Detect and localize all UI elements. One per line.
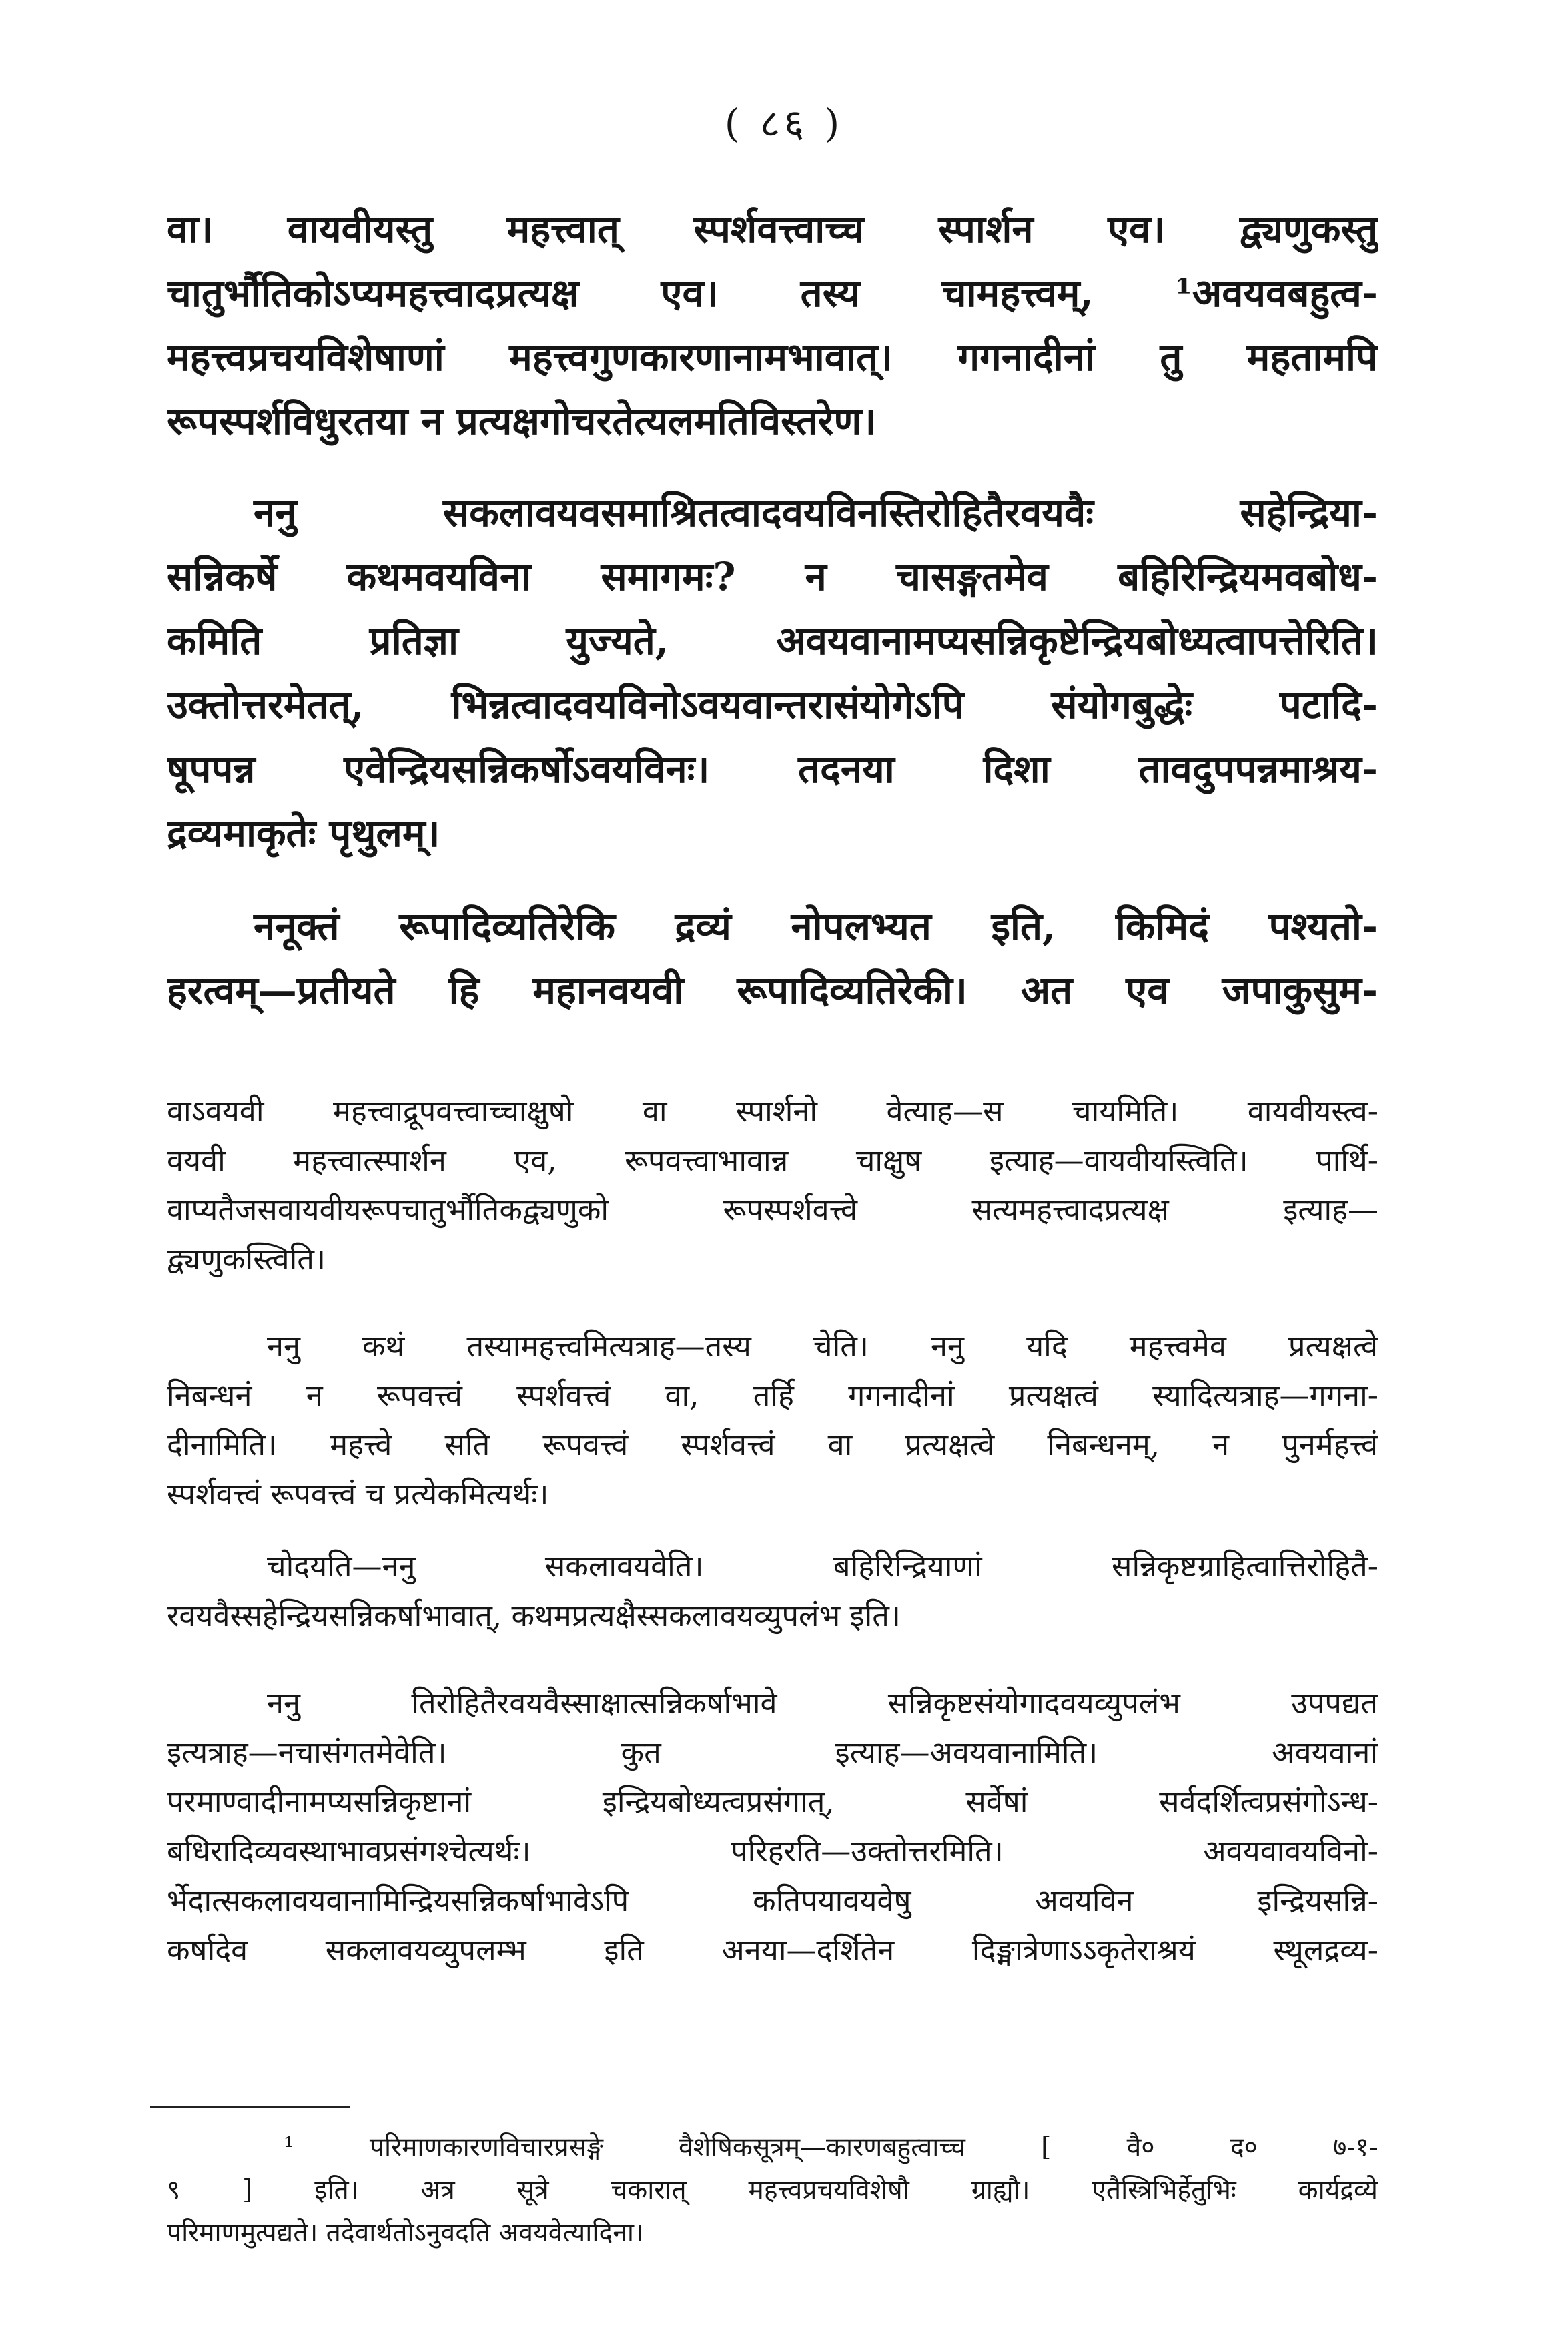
main-text-line: द्रव्यमाकृतेः पृथुलम्। [167,810,440,856]
main-text-line: षूपपन्न एवेन्द्रियसन्निकर्षोऽवयविनः। तदनया दिशा तावदुपपन्नमाश्रय- [167,746,1378,792]
footnote-line: ९ ] इति। अत्र सूत्रे चकारात् महत्त्वप्रचयविशेषौ ग्राह्यौ। एतैस्त्रिभिर्हेतुभिः कार्यद्रव्ये [167,2175,1378,2205]
main-text-line: सन्निकर्षे कथमवयविना समागमः? न चासङ्गतमेव बहिरिन्द्रियमवबोध- [167,554,1378,599]
commentary-line: ननु तिरोहितैरवयवैस्साक्षात्सन्निकर्षाभावे सन्निकृष्टसंयोगादवयव्युपलंभ उपपद्यत [267,1685,1378,1721]
footnote-divider [150,2106,350,2108]
main-text-line: रूपस्पर्शविधुरतया न प्रत्यक्षगोचरतेत्यलमतिविस्तरेण। [167,398,877,444]
main-text-line: हरत्वम्—प्रतीयते हि महानवयवी रूपादिव्यतिरेकी। अत एव जपाकुसुम- [167,968,1378,1013]
commentary-line: वाऽवयवी महत्त्वाद्रूपवत्त्वाच्चाक्षुषो वा स्पार्शनो वेत्याह—स चायमिति। वायवीयस्त्व- [167,1093,1378,1129]
commentary-line: कर्षादेव सकलावयव्युपलम्भ इति अनया—दर्शितेन दिङ्मात्रेणाऽऽकृतेराश्रयं स्थूलद्रव्य- [167,1932,1378,1968]
main-text-line: ननु सकलावयवसमाश्रितत्वादवयविनस्तिरोहितैरवयवैः सहेन्द्रिया- [254,490,1378,535]
commentary-line: ननु कथं तस्यामहत्त्वमित्यत्राह—तस्य चेति। ननु यदि महत्त्वमेव प्रत्यक्षत्वे [267,1328,1378,1364]
commentary-line: चोदयति—ननु सकलावयवेति। बहिरिन्द्रियाणां सन्निकृष्टग्राहित्वात्तिरोहितै- [267,1548,1378,1584]
commentary-line: परमाण्वादीनामप्यसन्निकृष्टानां इन्द्रियबोध्यत्वप्रसंगात्, सर्वेषां सर्वदर्शित्वप्रसंगोऽन्ध- [167,1784,1378,1819]
commentary-line: इत्यत्राह—नचासंगतमेवेति। कुत इत्याह—अवयवानामिति। अवयवानां [167,1735,1378,1770]
footnote-line: ¹ परिमाणकारणविचारप्रसङ्गे वैशेषिकसूत्रम्—कारणबहुत्वाच्च [ वै० द० ७-१- [284,2132,1378,2162]
main-text-line: ननूक्तं रूपादिव्यतिरेकि द्रव्यं नोपलभ्यत इति, किमिदं पश्यतो- [254,904,1378,949]
page-number: ( ८६ ) [724,101,844,146]
main-text-line: महत्त्वप्रचयविशेषाणां महत्त्वगुणकारणानामभावात्। गगनादीनां तु महतामपि [167,334,1378,380]
main-text-line: उक्तोत्तरमेतत्, भिन्नत्वादवयविनोऽवयवान्तरासंयोगेऽपि संयोगबुद्धेः पटादि- [167,682,1378,727]
commentary-line: द्व्यणुकस्त्विति। [167,1241,326,1277]
commentary-line: दीनामिति। महत्त्वे सति रूपवत्त्वं स्पर्शवत्त्वं वा प्रत्यक्षत्वे निबन्धनम्, न पुनर्महत्त्वं [167,1427,1378,1462]
footnote-line: परिमाणमुत्पद्यते। तदेवार्थतोऽनुवदति अवयवेत्यादिना। [167,2218,644,2248]
commentary-line: बधिरादिव्यवस्थाभावप्रसंगश्चेत्यर्थः। परिहरति—उक्तोत्तरमिति। अवयवावयविनो- [167,1833,1378,1869]
commentary-line: वयवी महत्त्वात्स्पार्शन एव, रूपवत्त्वाभावान्न चाक्षुष इत्याह—वायवीयस्त्विति। पार्थि- [167,1143,1378,1178]
main-text-line: चातुर्भौतिकोऽप्यमहत्त्वादप्रत्यक्ष एव। तस्य चामहत्त्वम्, ¹अवयवबहुत्व- [167,270,1378,316]
commentary-line: वाप्यतैजसवायवीयरूपचातुर्भौतिकद्व्यणुको रूपस्पर्शवत्त्वे सत्यमहत्त्वादप्रत्यक्ष इत्याह— [167,1192,1378,1227]
main-text-line: वा। वायवीयस्तु महत्त्वात् स्पर्शवत्त्वाच्च स्पार्शन एव। द्व्यणुकस्तु [167,206,1378,252]
commentary-line: रवयवैस्सहेन्द्रियसन्निकर्षाभावात्, कथमप्रत्यक्षैस्सकलावयव्युपलंभ इति। [167,1598,901,1633]
commentary-line: स्पर्शवत्त्वं रूपवत्त्वं च प्रत्येकमित्यर्थः। [167,1476,549,1512]
main-text-line: कमिति प्रतिज्ञा युज्यते, अवयवानामप्यसन्निकृष्टेन्द्रियबोध्यत्वापत्तेरिति। [167,618,1378,663]
commentary-line: निबन्धनं न रूपवत्त्वं स्पर्शवत्त्वं वा, तर्हि गगनादीनां प्रत्यक्षत्वं स्यादित्यत्राह—गगना- [167,1378,1378,1413]
commentary-line: र्भेदात्सकलावयवानामिन्द्रियसन्निकर्षाभावेऽपि कतिपयावयवेषु अवयविन इन्द्रियसन्नि- [167,1883,1378,1918]
